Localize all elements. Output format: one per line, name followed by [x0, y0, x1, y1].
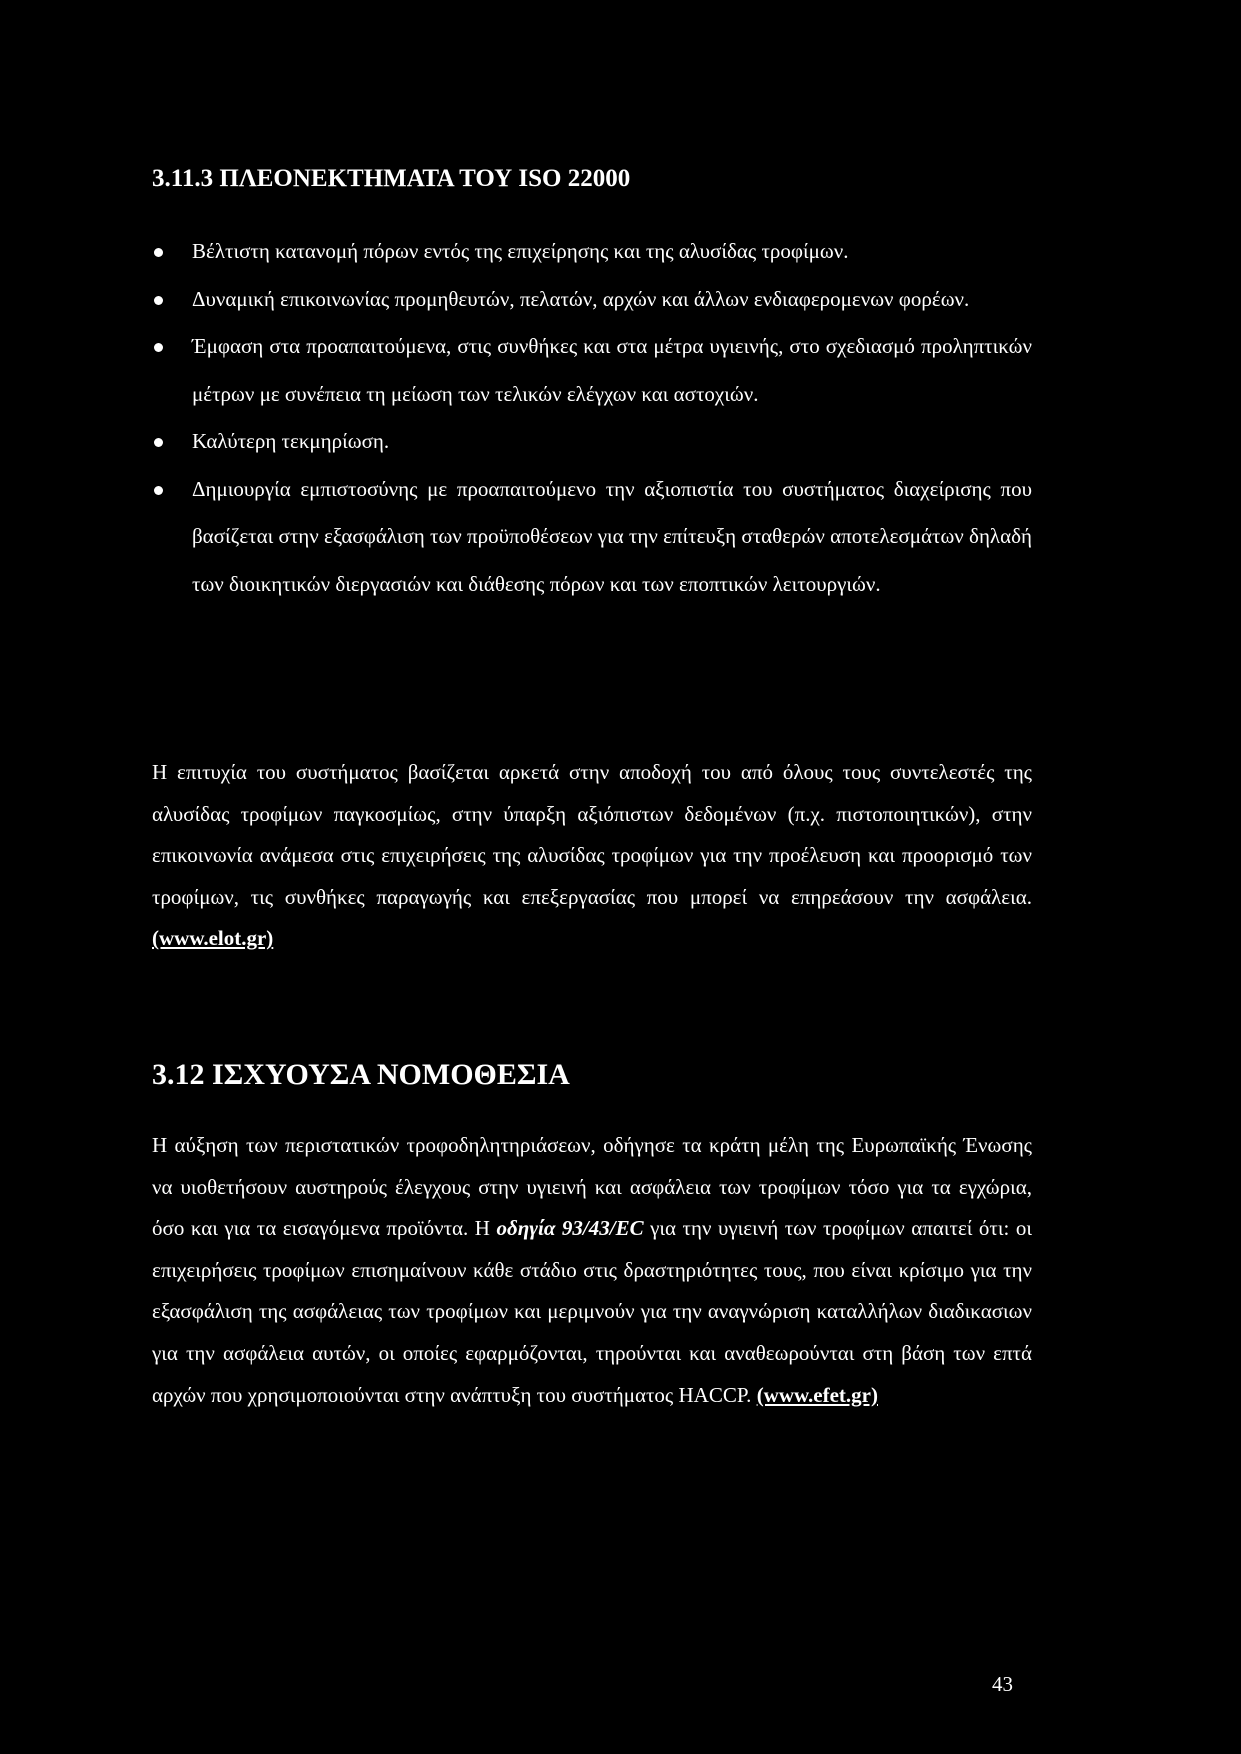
directive-reference: οδηγία 93/43/EC — [496, 1216, 644, 1241]
section-heading-legislation: 3.12 ΙΣΧΥΟΥΣΑ ΝΟΜΟΘΕΣΙΑ — [152, 1058, 570, 1091]
bullet-icon — [154, 296, 163, 305]
bullet-icon — [154, 343, 163, 352]
success-paragraph: Η επιτυχία του συστήματος βασίζεται αρκετά στην αποδοχή του από όλους τους συντελεστές της αλυσίδας τροφίμων παγκοσμίως, στην ύπαρξη αξιόπιστων δεδομένων (π.χ. πιστοποιητικών), στην επικοινωνία ανάμεσα στις επιχειρήσεις της αλυσίδας τροφίμων για την προέλευση και προορισμό των τροφίμων, τις συνθήκες παραγωγής και επεξεργασίας που μπορεί να επηρεάσουν την ασφάλεια. (www.elot.gr) — [152, 760, 1032, 951]
bullet-icon — [154, 438, 163, 447]
list-item: Δυναμική επικοινωνίας προμηθευτών, πελατών, αρχών και άλλων ενδιαφερομενων φορέων. — [152, 276, 1032, 324]
page-number: 43 — [992, 1672, 1013, 1696]
bullet-icon — [154, 486, 163, 495]
advantages-list — [152, 228, 1032, 608]
source-link-elot[interactable]: (www.elot.gr) — [152, 926, 274, 951]
bullet-icon — [154, 248, 163, 257]
list-item: Καλύτερη τεκμηρίωση. — [152, 418, 1032, 466]
section-heading-iso-advantages: 3.11.3 ΠΛΕΟΝΕΚΤΗΜΑΤΑ ΤΟΥ ISO 22000 — [152, 165, 631, 192]
source-link-efet[interactable]: (www.efet.gr) — [756, 1382, 878, 1407]
list-item: Έμφαση στα προαπαιτούμενα, στις συνθήκες και στα μέτρα υγιεινής, στο σχεδιασμό προληπτικών μέτρων με συνέπεια τη μείωση των τελικών ελέγχων και αστοχιών. — [152, 323, 1032, 418]
list-item: Δημιουργία εμπιστοσύνης με προαπαιτούμενο την αξιοπιστία του συστήματος διαχείρισης που βασίζεται στην εξασφάλιση των προϋποθέσεων για την επίτευξη σταθερών αποτελεσμάτων δηλαδή των διοικητικών διεργασιών και διάθεσης πόρων και των εποπτικών λειτουργιών. — [152, 466, 1032, 609]
legislation-paragraph: Η αύξηση των περιστατικών τροφοδηλητηριάσεων, οδήγησε τα κράτη μέλη της Ευρωπαϊκής Ένωσης να υιοθετήσουν αυστηρούς έλεγχους στην υγιεινή και ασφάλεια των τροφίμων τόσο για τα εγχώρια, όσο και για τα εισαγόμενα προϊόντα. Η οδηγία 93/43/EC για την υγιεινή των τροφίμων απαιτεί ότι: οι επιχειρήσεις τροφίμων επισημαίνουν κάθε στάδιο στις δραστηριότητες τους, που είναι κρίσιμο για την εξασφάλιση της ασφάλειας των τροφίμων και μεριμνούν για την αναγνώριση καταλλήλων διαδικασιων για την ασφάλεια αυτών, οι οποίες εφαρμόζονται, τηρούνται και αναθεωρούνται στη βάση των επτά αρχών που χρησιμοποιούνται στην ανάπτυξη του συστήματος HACCP. (www.efet.gr) — [152, 1133, 1032, 1407]
list-item: Βέλτιστη κατανομή πόρων εντός της επιχείρησης και της αλυσίδας τροφίμων. — [152, 228, 1032, 276]
